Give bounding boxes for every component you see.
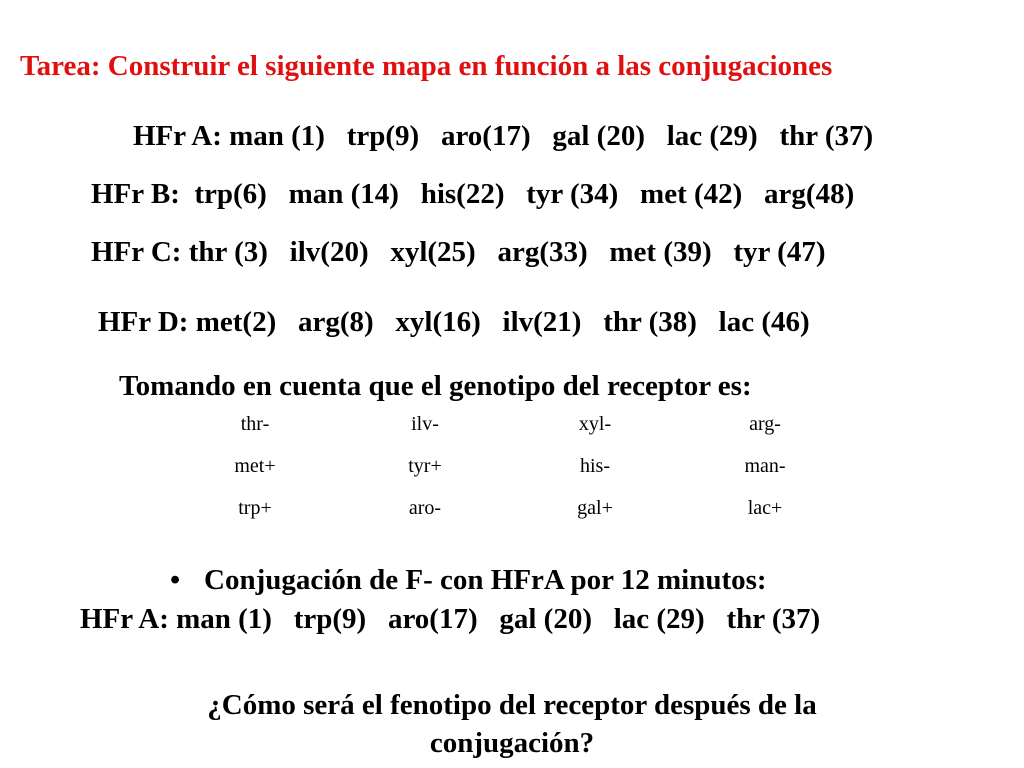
genotype-cell: his- xyxy=(580,455,610,477)
genotype-cell: trp+ xyxy=(238,497,272,519)
genotype-cell: xyl- xyxy=(578,413,612,435)
genotype-row xyxy=(170,454,850,496)
conjugation-bullet xyxy=(170,566,767,595)
genotype-cell: ilv- xyxy=(411,413,439,435)
hfr-d-line: HFr D: met(2) arg(8) xyl(16) ilv(21) thr (38) lac (46) xyxy=(98,306,810,338)
hfr-b-line: HFr B: trp(6) man (14) his(22) tyr (34) met (42) arg(48) xyxy=(91,178,855,210)
genotype-cell: met+ xyxy=(234,455,276,477)
genotype-cell: lac+ xyxy=(747,497,783,519)
conjugation-bullet-text: Conjugación de F- con HFrA por 12 minutos: xyxy=(204,564,767,596)
genotype-cell: thr- xyxy=(240,413,270,435)
genotype-cell: arg- xyxy=(749,413,781,435)
genotype-grid xyxy=(170,412,850,538)
question xyxy=(0,686,1024,762)
hfr-a-line: HFr A: man (1) trp(9) aro(17) gal (20) lac (29) thr (37) xyxy=(133,120,874,152)
hfr-a-repeat-line: HFr A: man (1) trp(9) aro(17) gal (20) lac (29) thr (37) xyxy=(80,603,821,635)
question-line-1: ¿Cómo será el fenotipo del receptor después de la xyxy=(207,689,817,721)
hfr-c-line: HFr C: thr (3) ilv(20) xyl(25) arg(33) met (39) tyr (47) xyxy=(91,236,826,268)
genotype-cell: aro- xyxy=(408,497,442,519)
genotype-row xyxy=(170,496,850,538)
bullet-icon: • xyxy=(170,564,181,596)
genotype-premise: Tomando en cuenta que el genotipo del receptor es: xyxy=(119,370,752,402)
genotype-cell: gal+ xyxy=(577,497,613,519)
slide-title: Tarea: Construir el siguiente mapa en función a las conjugaciones xyxy=(20,50,833,82)
genotype-cell: tyr+ xyxy=(408,455,442,477)
question-line-2: conjugación? xyxy=(429,727,595,759)
genotype-row xyxy=(170,412,850,454)
genotype-cell: man- xyxy=(744,455,786,477)
